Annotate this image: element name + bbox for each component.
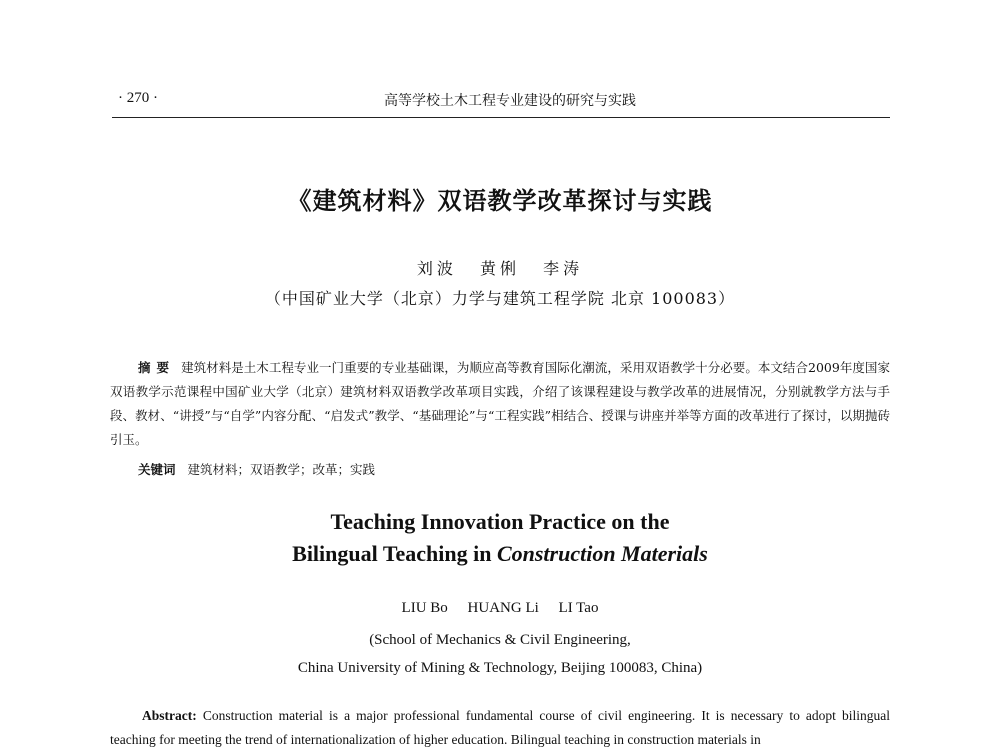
paper-title-zh: 《建筑材料》双语教学改革探讨与实践 [287,186,713,215]
abstract-zh-label: 摘要 [138,360,176,375]
page-number: · 270 · [118,90,158,106]
abstract-zh [110,356,890,452]
header-rule [112,117,890,118]
paper-title-en [0,506,1000,570]
author-en: LIU Bo [401,600,448,616]
abstract-en-text: Construction material is a major professional fundamental course of civil engineering. It is necessary to adopt bilingual teaching for meeting the trend of internationalization of higher education. Bilingual teaching in construction materials in [110,708,890,747]
keywords-zh-label: 关键词 [138,462,176,477]
keywords-zh-text: 建筑材料；双语教学；改革；实践 [187,462,376,477]
title-en-line1: Teaching Innovation Practice on the [330,509,670,534]
author-zh: 李涛 [543,259,584,278]
authors-en [0,600,1000,617]
title-en-line2 [0,538,1000,570]
authors-zh [0,256,1000,279]
abstract-en [110,704,890,752]
affiliation-zh: （中国矿业大学（北京）力学与建筑工程学院 北京 100083） [264,289,736,308]
affiliation-en-line2: China University of Mining & Technology, Beijing 100083, China) [297,660,703,676]
title-en-line2-prefix: Bilingual Teaching in [292,541,497,566]
abstract-en-label: Abstract: [142,708,197,723]
affiliation-en [0,626,1000,682]
abstract-zh-text: 建筑材料是土木工程专业一门重要的专业基础课，为顺应高等教育国际化潮流，采用双语教学十分必要。本文结合2009年度国家双语教学示范课程中国矿业大学（北京）建筑材料双语教学改革项目实践，介绍了该课程建设与教学改革的进展情况，分别就教学方法与手段、教材、“讲授”与“自学”内容分配、“启发式”教学、“基础理论”与“工程实践”相结合、授课与讲座并举等方面的改革进行了探讨，以期抛砖引玉。 [110,360,890,447]
author-en: LI Tao [558,600,599,616]
author-en: HUANG Li [467,600,539,616]
keywords-zh [138,460,375,478]
author-zh: 黄俐 [479,259,520,278]
affiliation-en-line1: (School of Mechanics & Civil Engineering, [369,632,631,648]
running-head: 高等学校土木工程专业建设的研究与实践 [384,93,636,109]
title-en-line2-italic: Construction Materials [496,541,708,566]
author-zh: 刘波 [416,259,457,278]
